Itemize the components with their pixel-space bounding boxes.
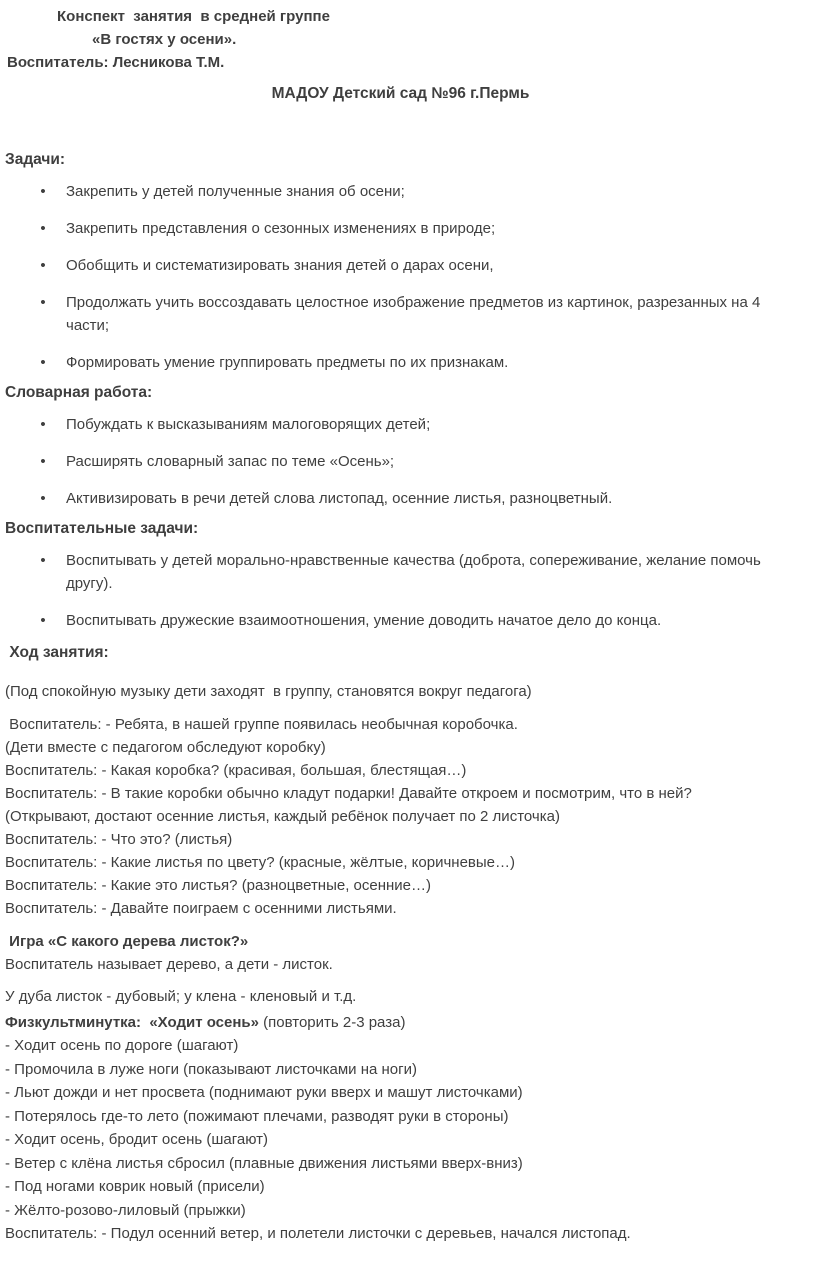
game-heading: Игра «С какого дерева листок?» [5,933,249,950]
section-heading-tasks: Задачи: [5,151,66,168]
section-heading-educational: Воспитательные задачи: [5,520,199,537]
bullet-icon: • [40,416,46,433]
section-heading-vocabulary: Словарная работа: [5,384,153,401]
bullet-icon: • [40,257,46,274]
lesson-intro-paragraph: (Под спокойную музыку дети заходят в группу, становятся вокруг педагога) [5,683,532,700]
bullet-icon: • [40,552,46,569]
list-item [5,487,796,510]
game-example: У дуба листок - дубовый; у клена - кленовый и т.д. [5,988,357,1005]
document-title-line-2: «В гостях у осени». [92,31,237,48]
list-item [5,254,796,277]
exercise-heading-title: Физкультминутка: «Ходит осень» [5,1014,259,1031]
dialog-line: Воспитатель: - Что это? (листья) [5,831,233,848]
list-item-text: Формировать умение группировать предметы по их признакам. [66,354,509,371]
list-item-text: Закрепить у детей полученные знания об осени; [66,183,405,200]
list-item [5,413,796,436]
section-heading-lesson-flow: Ход занятия: [5,644,109,661]
exercise-heading-note: (повторить 2-3 раза) [258,1014,406,1031]
bullet-icon: • [40,453,46,470]
exercise-move-line: - Ходит осень, бродит осень (шагают) [5,1131,269,1148]
list-item-text: Активизировать в речи детей слова листопад, осенние листья, разноцветный. [66,490,613,507]
list-item-text: Обобщить и систематизировать знания детей о дарах осени, [66,257,494,274]
dialog-line: (Дети вместе с педагогом обследуют коробку) [5,739,326,756]
vocabulary-list [5,413,796,510]
bullet-icon: • [40,490,46,507]
list-item-text: Побуждать к высказываниям малоговорящих детей; [66,416,431,433]
dialog-line: Воспитатель: - Какие листья по цвету? (красные, жёлтые, коричневые…) [5,854,515,871]
dialog-line: Воспитатель: - Давайте поиграем с осенними листьями. [5,900,397,917]
exercise-move-line: - Потерялось где-то лето (пожимают плечами, разводят руки в стороны) [5,1107,509,1125]
list-item-text: Воспитывать у детей морально-нравственные качества (доброта, сопереживание, желание помочь другу). [66,552,765,592]
educational-list [5,549,796,632]
tasks-list [5,180,796,374]
dialog-line: Воспитатель: - Какие это листья? (разноцветные, осенние…) [5,877,432,894]
list-item [5,450,796,473]
dialog-line: Воспитатель: - В такие коробки обычно кладут подарки! Давайте откроем и посмотрим, что в ней? [5,785,692,802]
exercise-heading [5,1011,796,1034]
list-item [5,549,796,595]
exercise-move-line: - Льют дожди и нет просвета (поднимают руки вверх и машут листочками) [5,1084,523,1101]
list-item [5,291,796,337]
bullet-icon: • [40,183,46,200]
list-item-text: Воспитывать дружеские взаимоотношения, умение доводить начатое дело до конца. [66,612,662,629]
bullet-icon: • [40,294,46,311]
exercise-move-line: - Промочила в луже ноги (показывают листочками на ноги) [5,1060,417,1078]
bullet-icon: • [40,612,46,629]
exercise-block [5,1011,796,1246]
game-description: Воспитатель называет дерево, а дети - листок. [5,956,333,973]
exercise-move-line: - Ветер с клёна листья сбросил (плавные движения листьями вверх-вниз) [5,1154,523,1172]
document-title-line-1: Конспект занятия в средней группе [57,8,330,25]
list-item-text: Закрепить представления о сезонных изменениях в природе; [66,220,496,237]
list-item-text: Продолжать учить воссоздавать целостное изображение предметов из картинок, разрезанных на 4 части; [66,294,765,334]
dialog-line: Воспитатель: - Ребята, в нашей группе появилась необычная коробочка. [5,716,518,733]
dialog-line: (Открывают, достают осенние листья, каждый ребёнок получает по 2 листочка) [5,808,560,825]
lesson-dialog [5,713,796,920]
bullet-icon: • [40,220,46,237]
bullet-icon: • [40,354,46,371]
list-item [5,609,796,632]
list-item [5,217,796,240]
list-item [5,180,796,203]
list-item [5,351,796,374]
exercise-move-line: - Жёлто-розово-лиловый (прыжки) [5,1201,246,1219]
exercise-closing-line: Воспитатель: - Подул осенний ветер, и полетели листочки с деревьев, начался листопад. [5,1225,631,1242]
exercise-move-line: - Ходит осень по дороге (шагают) [5,1037,239,1054]
dialog-line: Воспитатель: - Какая коробка? (красивая, большая, блестящая…) [5,762,467,779]
organization-line: МАДОУ Детский сад №96 г.Пермь [271,85,530,102]
exercise-move-line: - Под ногами коврик новый (присели) [5,1178,265,1195]
document-author-line: Воспитатель: Лесникова Т.М. [7,54,225,71]
list-item-text: Расширять словарный запас по теме «Осень»; [66,453,395,470]
